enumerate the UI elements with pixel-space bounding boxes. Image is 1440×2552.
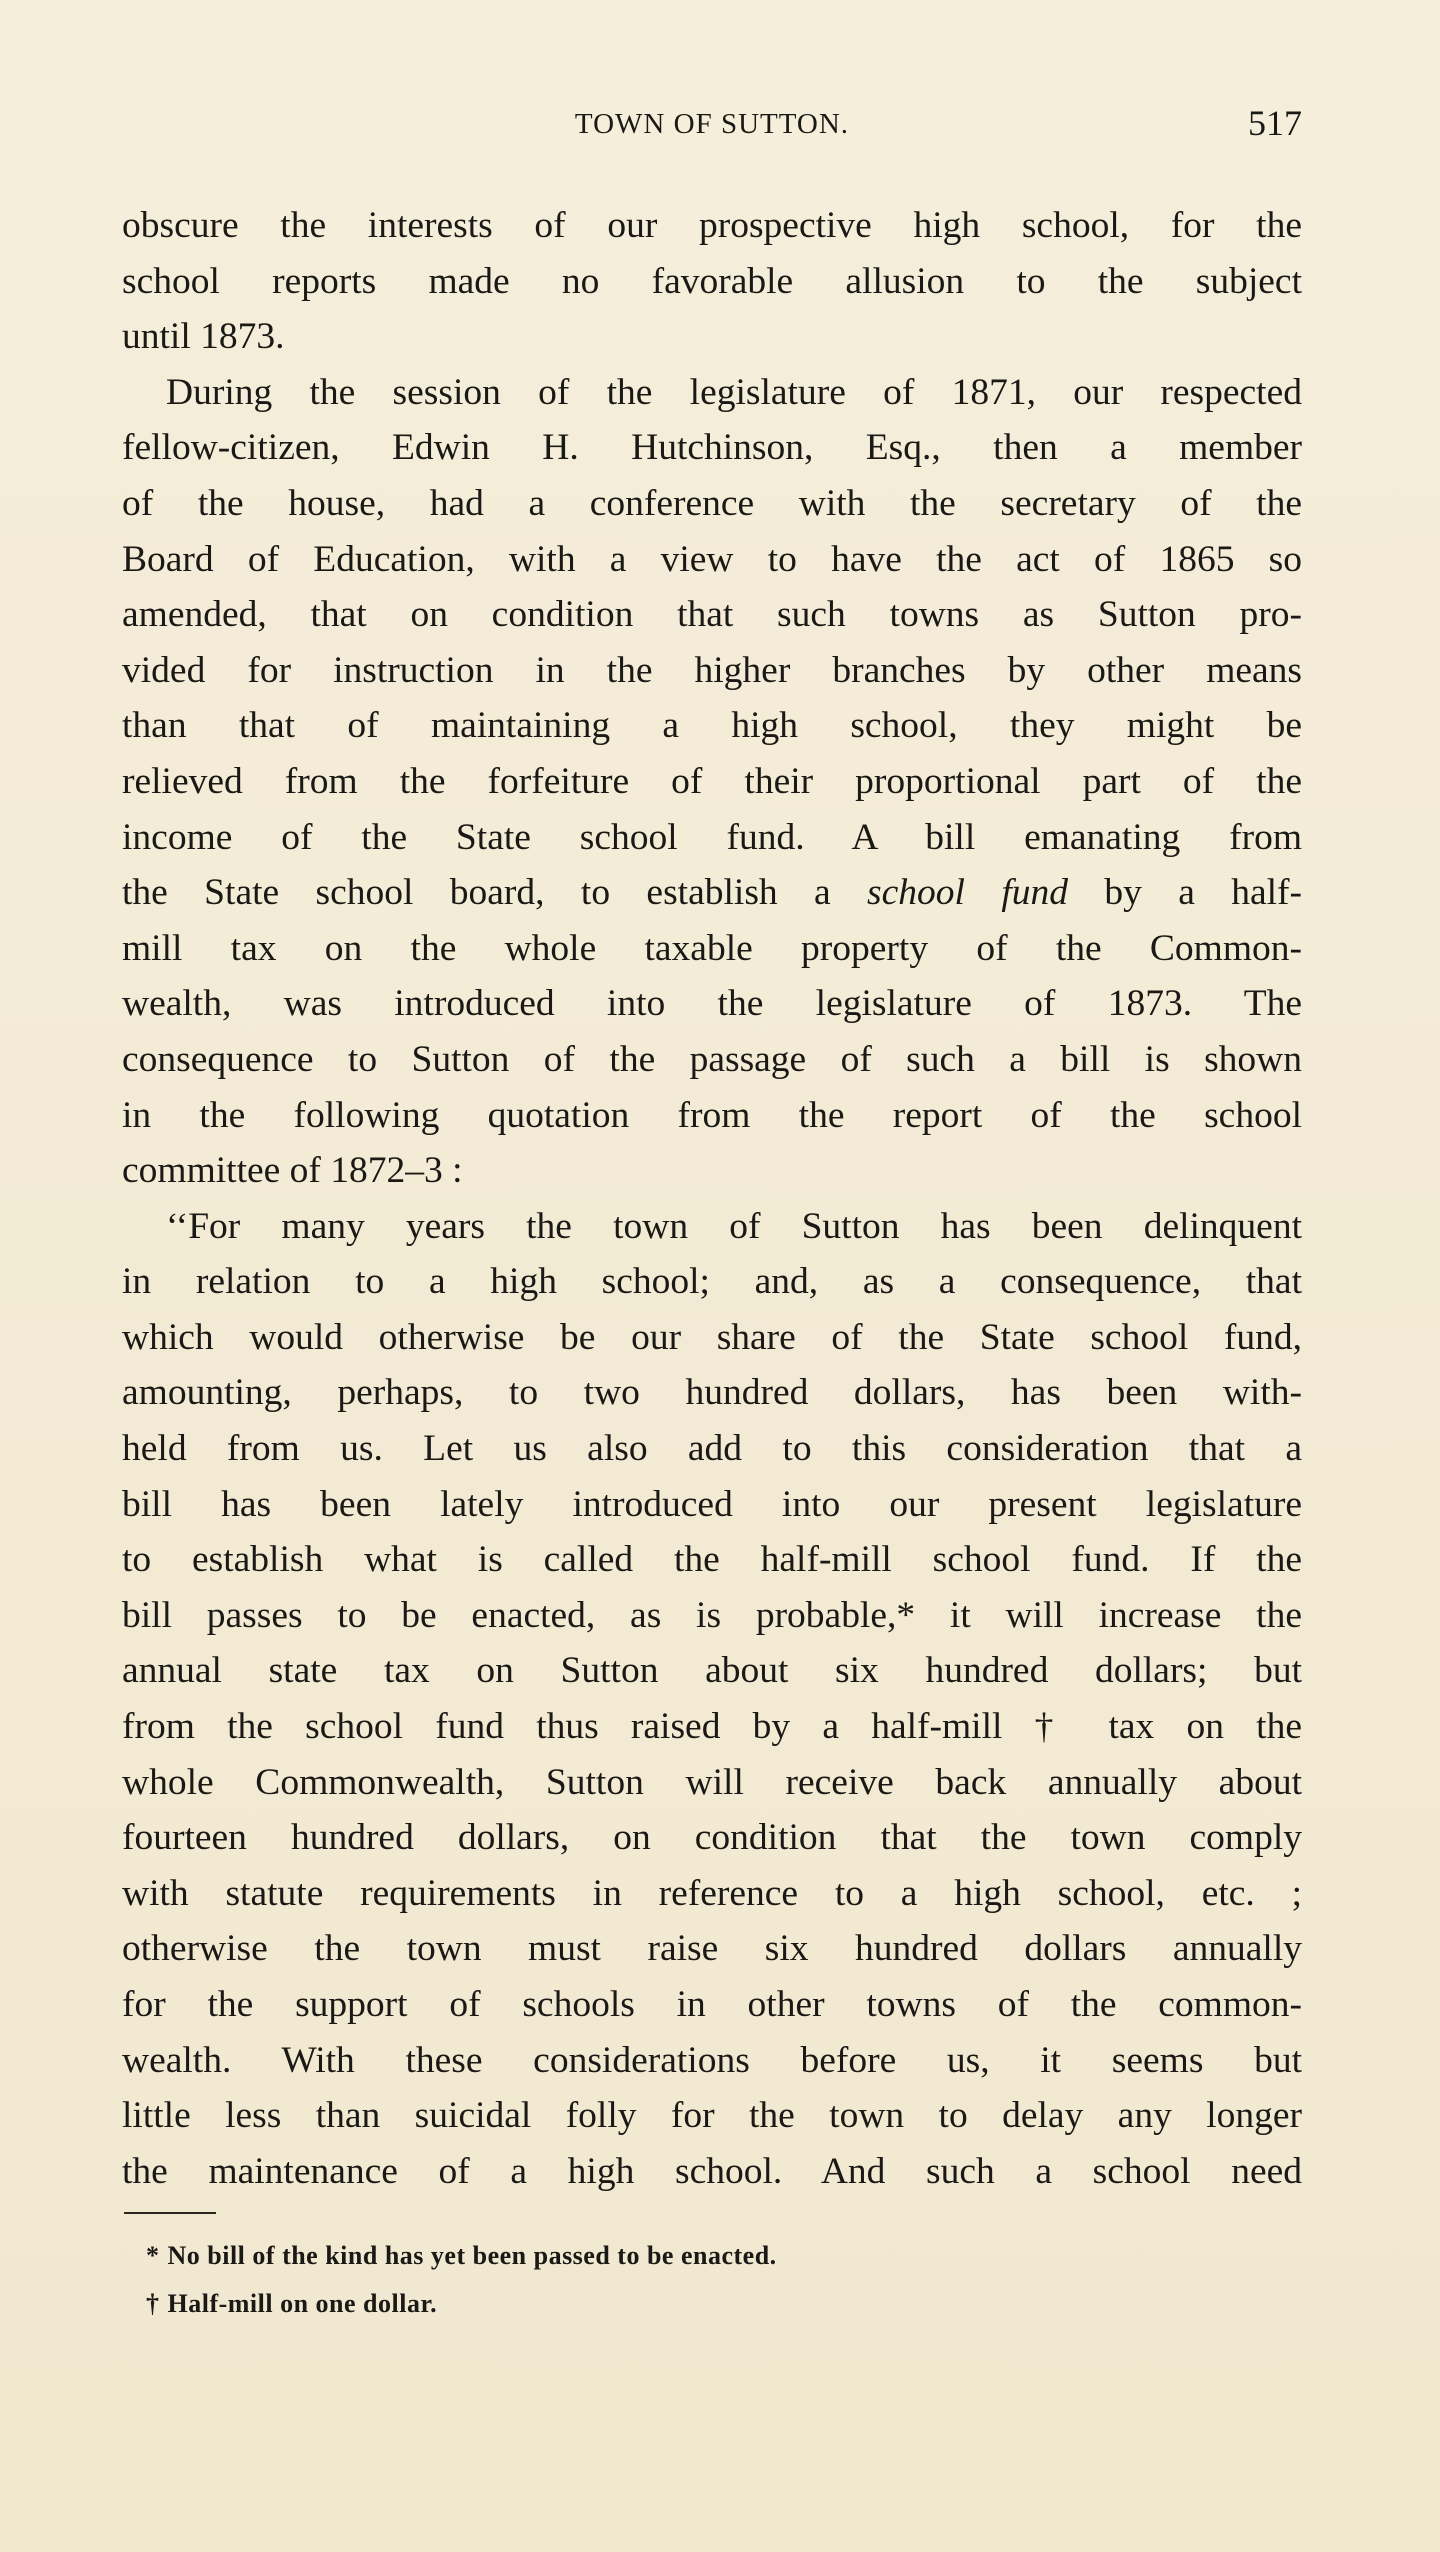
footnote-mark: * [146,2241,160,2270]
text-line: bill has been lately introduced into our present legislature [122,1483,1302,1525]
footnote-divider [124,2212,216,2214]
text-line: wealth. With these considerations before us, it seems but [122,2039,1302,2081]
footnote-mark: † [146,2289,160,2318]
text-line: mill tax on the whole taxable property of the Common- [122,927,1302,969]
text-line: which would otherwise be our share of the State school fund, [122,1316,1302,1358]
text-line: vided for instruction in the higher branches by other means [122,649,1302,691]
text-line: held from us. Let us also add to this consideration that a [122,1428,1302,1470]
text-line: until 1873. [122,316,285,358]
text-line [122,865,1302,921]
text-line: consequence to Sutton of the passage of such a bill is shown [122,1038,1302,1080]
body-text [122,198,1302,2199]
text-line: bill passes to be enacted, as is probable,* it will increase the [122,1594,1302,1636]
page-number: 517 [1248,103,1302,143]
footnote [146,2232,777,2280]
text-line: of the house, had a conference with the secretary of the [122,482,1302,524]
text-line: committee of 1872–3 : [122,1150,463,1192]
text-fragment: the State school board, to establish a [122,872,831,914]
text-line: than that of maintaining a high school, they might be [122,705,1302,747]
text-line: amounting, perhaps, to two hundred dollars, has been with- [122,1372,1302,1414]
text-line: fourteen hundred dollars, on condition that the town comply [122,1817,1302,1859]
text-line: from the school fund thus raised by a half-mill † tax on the [122,1706,1302,1748]
text-line: fellow-citizen, Edwin H. Hutchinson, Esq., then a member [122,427,1302,469]
text-line: the maintenance of a high school. And such a school need [122,2150,1302,2192]
text-line: relieved from the forfeiture of their proportional part of the [122,760,1302,802]
running-title: TOWN OF SUTTON. [574,108,850,140]
text-line: little less than suicidal folly for the town to delay any longer [122,2095,1302,2137]
text-line: amended, that on condition that such towns as Sutton pro- [122,594,1302,636]
text-line: income of the State school fund. A bill emanating from [122,816,1302,858]
text-line: to establish what is called the half-mill school fund. If the [122,1539,1302,1581]
text-line: obscure the interests of our prospective high school, for the [122,205,1302,246]
text-line: annual state tax on Sutton about six hundred dollars; but [122,1650,1302,1692]
footnotes [146,2232,777,2328]
text-line: school reports made no favorable allusion to the subject [122,260,1302,302]
text-line: for the support of schools in other towns of the common- [122,1984,1302,2025]
text-line: otherwise the town must raise six hundred dollars annually [122,1928,1302,1970]
text-line: During the session of the legislature of 1871, our respected [166,371,1302,413]
text-line: in the following quotation from the report of the school [122,1094,1302,1136]
page-header [122,103,1302,152]
text-line: whole Commonwealth, Sutton will receive back annually about [122,1761,1302,1803]
italic-term: school fund [867,872,1068,914]
text-line: wealth, was introduced into the legislature of 1873. The [122,983,1302,1025]
text-line: ‘‘For many years the town of Sutton has been delinquent [166,1205,1302,1247]
text-fragment: by a half- [1104,872,1303,914]
text-line: with statute requirements in reference to a high school, etc. ; [122,1872,1302,1914]
text-line: Board of Education, with a view to have the act of 1865 so [122,538,1302,580]
text-line: in relation to a high school; and, as a consequence, that [122,1261,1302,1303]
footnote-text: No bill of the kind has yet been passed to be enacted. [167,2241,777,2270]
footnote-text: Half-mill on one dollar. [167,2289,438,2318]
footnote [146,2280,777,2328]
